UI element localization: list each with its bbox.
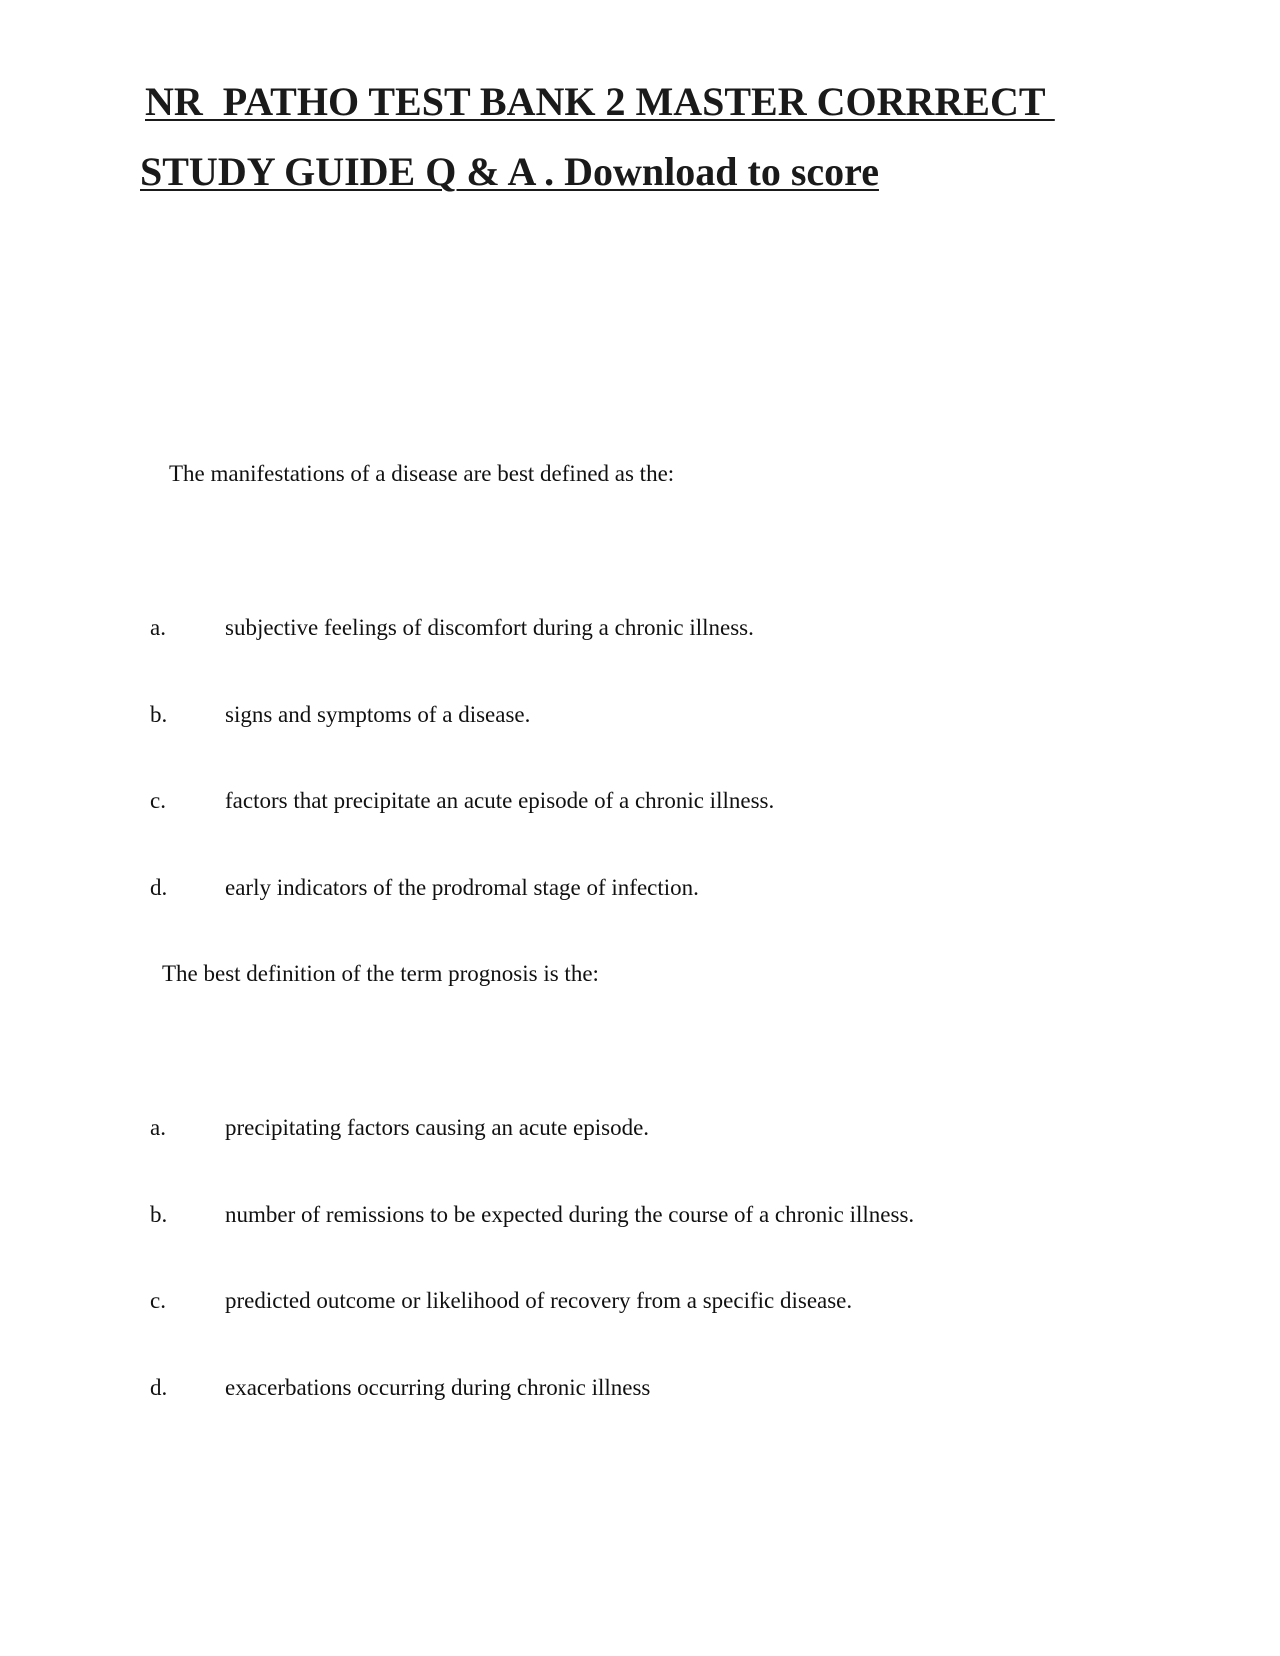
option-letter: a. xyxy=(150,615,166,640)
question-1-option-a xyxy=(150,614,1200,642)
question-1-option-b xyxy=(150,701,1200,729)
option-text: precipitating factors causing an acute episode. xyxy=(225,1115,650,1140)
question-2-option-c xyxy=(150,1287,1200,1315)
option-text: signs and symptoms of a disease. xyxy=(225,702,531,727)
option-text: predicted outcome or likelihood of recovery from a specific disease. xyxy=(225,1288,853,1313)
option-letter: b. xyxy=(150,702,168,727)
option-text: early indicators of the prodromal stage of infection. xyxy=(225,875,699,900)
document-title-line-1: NR PATHO TEST BANK 2 MASTER CORRRECT xyxy=(145,79,1055,124)
option-letter: d. xyxy=(150,875,168,900)
question-2-option-d xyxy=(150,1374,1200,1402)
option-letter: c. xyxy=(150,788,166,813)
question-1-option-d xyxy=(150,874,1200,902)
option-text: exacerbations occurring during chronic illness xyxy=(225,1375,651,1400)
question-2-prompt: The best definition of the term prognosis is the: xyxy=(162,961,599,986)
option-text: number of remissions to be expected during the course of a chronic illness. xyxy=(225,1202,915,1227)
option-letter: a. xyxy=(150,1115,166,1140)
option-text: subjective feelings of discomfort during a chronic illness. xyxy=(225,615,754,640)
document-title-line-2: STUDY GUIDE Q & A . Download to score xyxy=(140,149,879,194)
option-text: factors that precipitate an acute episode of a chronic illness. xyxy=(225,788,775,813)
option-letter: b. xyxy=(150,1202,168,1227)
question-1-option-c xyxy=(150,787,1200,815)
option-letter: d. xyxy=(150,1375,168,1400)
question-2-option-a xyxy=(150,1114,1200,1142)
question-2-option-b xyxy=(150,1201,1200,1229)
option-letter: c. xyxy=(150,1288,166,1313)
question-1-prompt: The manifestations of a disease are best defined as the: xyxy=(169,461,675,486)
